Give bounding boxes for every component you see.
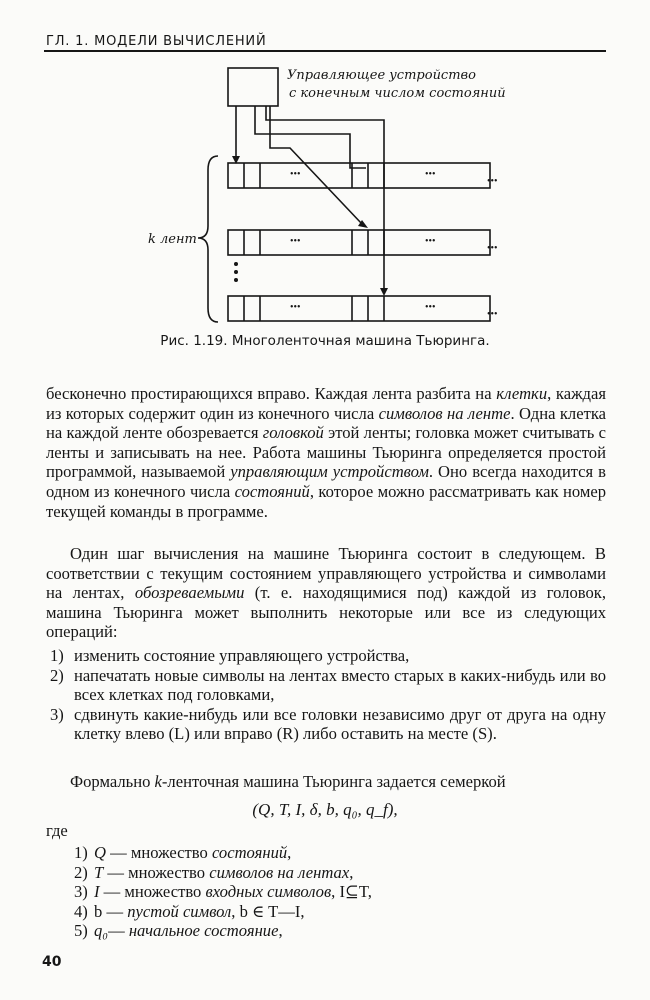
tape-k-ellipsis-a: ••• xyxy=(290,302,301,313)
tape-2-ellipsis-c: ••• xyxy=(487,243,498,254)
control-unit-box xyxy=(228,68,278,106)
definitions-list xyxy=(46,843,372,941)
tape-1-ellipsis-b: ••• xyxy=(425,169,436,180)
operation-item: 3) сдвинуть какие-нибудь или все головки независимо друг от друга на одну клетку влево (L) или вправо (R) либо оставить на месте (S). xyxy=(50,704,606,744)
head-line-2 xyxy=(255,106,366,168)
definition-item: 2) T — множество символов на лентах, xyxy=(74,862,354,882)
tape-k-ellipsis-c: ••• xyxy=(487,309,498,320)
septuple-formula: (Q, T, I, δ, b, q₀, q_f), xyxy=(252,800,398,819)
control-unit-label-line1: Управляющее устройство xyxy=(287,68,476,83)
definition-item: 1) Q — множество состояний, xyxy=(74,843,292,862)
tape-2 xyxy=(228,230,490,255)
tape-2-ellipsis-b: ••• xyxy=(425,236,436,247)
running-head: ГЛ. 1. МОДЕЛИ ВЫЧИСЛЕНИЙ xyxy=(46,34,267,49)
tape-1 xyxy=(228,163,490,188)
head-line-3-short xyxy=(272,106,388,114)
operation-item: 1) изменить состояние управляющего устройства, xyxy=(50,646,410,665)
tape-1-ellipsis-c: ••• xyxy=(487,176,498,187)
page-number: 40 xyxy=(42,954,62,970)
control-unit-label-line2: с конечным числом состояний xyxy=(289,86,506,101)
definition-item: 4) b — пустой символ, b ∈ T—I, xyxy=(74,901,305,921)
where-word: где xyxy=(46,821,68,840)
header-rule xyxy=(44,50,606,52)
paragraph-3: Формально k-ленточная машина Тьюринга задается семеркой xyxy=(70,772,506,791)
tape-k xyxy=(228,296,490,321)
definition-item: 3) I — множество входных символов, I⊆T, xyxy=(74,882,372,902)
tape-1-ellipsis-a: ••• xyxy=(290,169,301,180)
definition-item: 5) q₀— начальное состояние, xyxy=(74,921,283,941)
paragraph-1: бесконечно простирающихся вправо. Каждая лента разбита на клетки, каждая из которых содержит один из конечного числа символов на ленте. Одна клетка на каждой ленте обозревается головкой этой ленты; головка может считывать с ленты и записывать на нее. Работа машины Тьюринга определяется простой программой, называемой управляющим устройством. Оно всегда находится в одном из конечного числа состояний, которое можно рассматривать как номер текущей команды в программе. xyxy=(46,384,607,521)
tapes-brace xyxy=(198,156,218,322)
figure-caption: Рис. 1.19. Многоленточная машина Тьюринга. xyxy=(160,333,490,349)
operation-item: 2) напечатать новые символы на лентах вместо старых в каких-нибудь или во всех клетках под головками, xyxy=(50,665,606,705)
tape-2-ellipsis-a: ••• xyxy=(290,236,301,247)
tape-k-ellipsis-b: ••• xyxy=(425,302,436,313)
operations-list xyxy=(46,646,606,744)
tapes-label: k лент xyxy=(148,232,197,247)
paragraph-2: Один шаг вычисления на машине Тьюринга состоит в следующем. В соответствии с текущим состоянием управляющего устройства и символами на лентах, обозреваемыми (т. е. находящимися под) каждой из головок, машина Тьюринга может выполнить некоторые или все из следующих операций: xyxy=(46,544,606,642)
